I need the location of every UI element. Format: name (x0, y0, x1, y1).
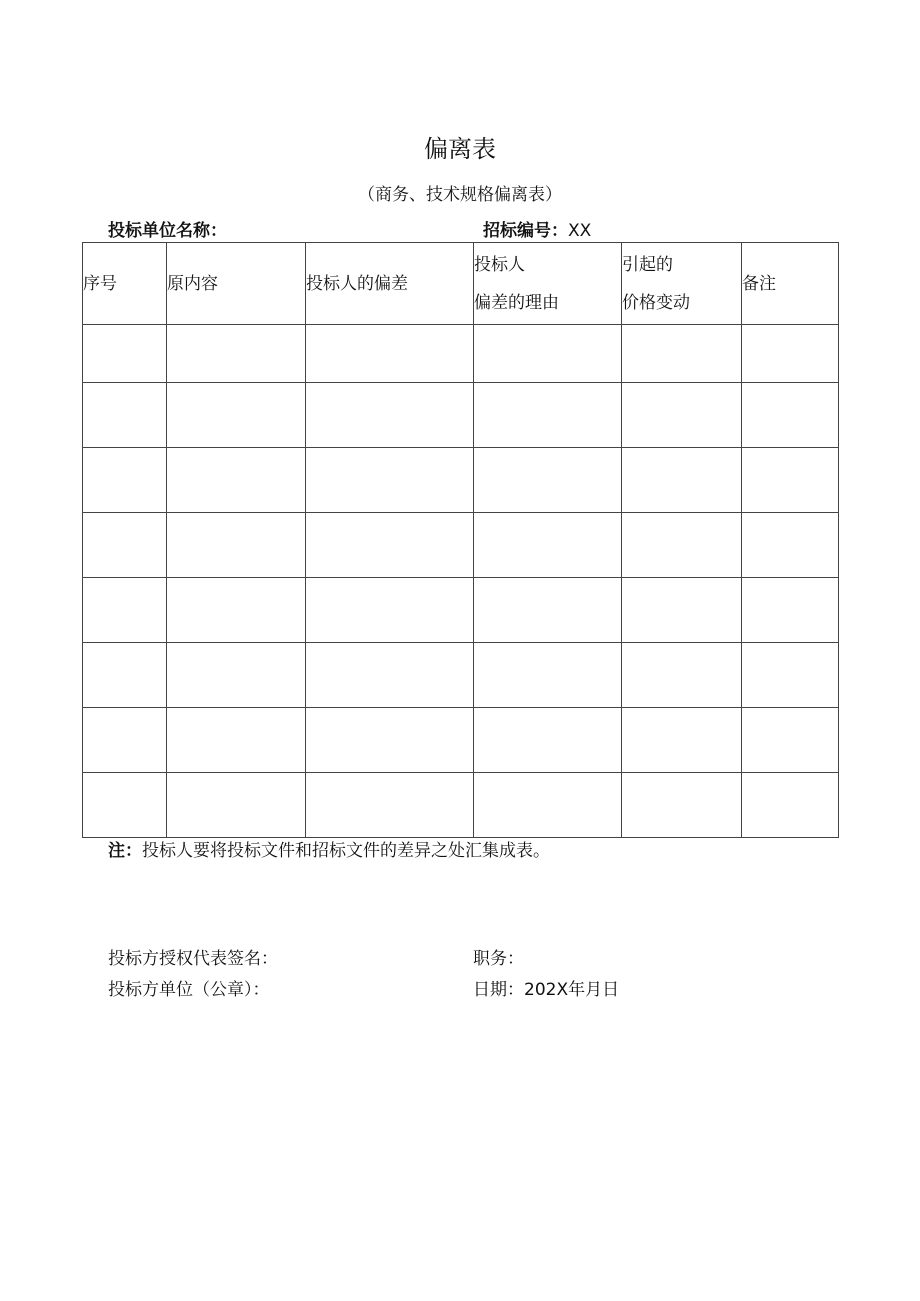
authorized-rep-signature-label: 投标方授权代表签名： (108, 949, 278, 969)
table-cell[interactable] (83, 708, 167, 773)
table-cell[interactable] (83, 773, 167, 838)
table-cell[interactable] (167, 325, 306, 383)
table-row (83, 513, 839, 578)
table-cell[interactable] (622, 383, 742, 448)
deviation-table (82, 242, 839, 838)
table-cell[interactable] (742, 578, 839, 643)
bidder-unit-seal-label: 投标方单位（公章）： (108, 980, 270, 1000)
table-cell[interactable] (474, 643, 622, 708)
table-row (83, 708, 839, 773)
table-cell[interactable] (622, 448, 742, 513)
table-cell[interactable] (83, 383, 167, 448)
header-seq: 序号 (83, 243, 167, 325)
table-cell[interactable] (622, 773, 742, 838)
table-cell[interactable] (742, 383, 839, 448)
table-cell[interactable] (83, 513, 167, 578)
table-row (83, 773, 839, 838)
header-bidder-deviation: 投标人的偏差 (306, 243, 474, 325)
table-cell[interactable] (742, 643, 839, 708)
table-cell[interactable] (474, 708, 622, 773)
table-cell[interactable] (474, 513, 622, 578)
table-cell[interactable] (306, 325, 474, 383)
table-cell[interactable] (306, 578, 474, 643)
table-cell[interactable] (83, 448, 167, 513)
table-cell[interactable] (622, 325, 742, 383)
table-cell[interactable] (742, 325, 839, 383)
table-cell[interactable] (474, 773, 622, 838)
table-cell[interactable] (622, 578, 742, 643)
table-cell[interactable] (167, 708, 306, 773)
table-cell[interactable] (474, 578, 622, 643)
table-cell[interactable] (167, 643, 306, 708)
bidder-name-label: 投标单位名称： (108, 221, 227, 241)
header-price-change: 引起的 价格变动 (622, 243, 742, 325)
tender-number (483, 219, 591, 243)
table-cell[interactable] (306, 383, 474, 448)
header-deviation-reason: 投标人 偏差的理由 (474, 243, 622, 325)
tender-number-value: XX (568, 221, 592, 241)
header-original-content: 原内容 (167, 243, 306, 325)
note-label: 注： (108, 841, 142, 861)
table-cell[interactable] (167, 513, 306, 578)
table-cell[interactable] (83, 325, 167, 383)
table-cell[interactable] (622, 643, 742, 708)
table-row (83, 578, 839, 643)
note-text: 投标人要将投标文件和招标文件的差异之处汇集成表。 (142, 841, 550, 861)
table-cell[interactable] (474, 448, 622, 513)
table-row (83, 448, 839, 513)
table-cell[interactable] (742, 773, 839, 838)
header-remarks: 备注 (742, 243, 839, 325)
table-cell[interactable] (306, 708, 474, 773)
date-label: 日期：202X年月日 (473, 980, 620, 1000)
table-cell[interactable] (306, 773, 474, 838)
table-cell[interactable] (306, 513, 474, 578)
table-cell[interactable] (167, 773, 306, 838)
table-cell[interactable] (83, 643, 167, 708)
page-subtitle: （商务、技术规格偏离表） (358, 185, 562, 205)
page-title: 偏离表 (424, 135, 496, 163)
table-note (108, 839, 550, 863)
tender-number-label: 招标编号： (483, 221, 568, 241)
table-cell[interactable] (622, 513, 742, 578)
table-cell[interactable] (742, 513, 839, 578)
table-cell[interactable] (167, 448, 306, 513)
table-row (83, 643, 839, 708)
table-cell[interactable] (474, 383, 622, 448)
position-label: 职务： (473, 949, 524, 969)
table-cell[interactable] (474, 325, 622, 383)
table-cell[interactable] (167, 383, 306, 448)
table-row (83, 325, 839, 383)
table-header-row (83, 243, 839, 325)
table-cell[interactable] (742, 708, 839, 773)
table-cell[interactable] (167, 578, 306, 643)
table-cell[interactable] (83, 578, 167, 643)
table-cell[interactable] (622, 708, 742, 773)
table-cell[interactable] (306, 643, 474, 708)
table-cell[interactable] (306, 448, 474, 513)
table-cell[interactable] (742, 448, 839, 513)
table-row (83, 383, 839, 448)
